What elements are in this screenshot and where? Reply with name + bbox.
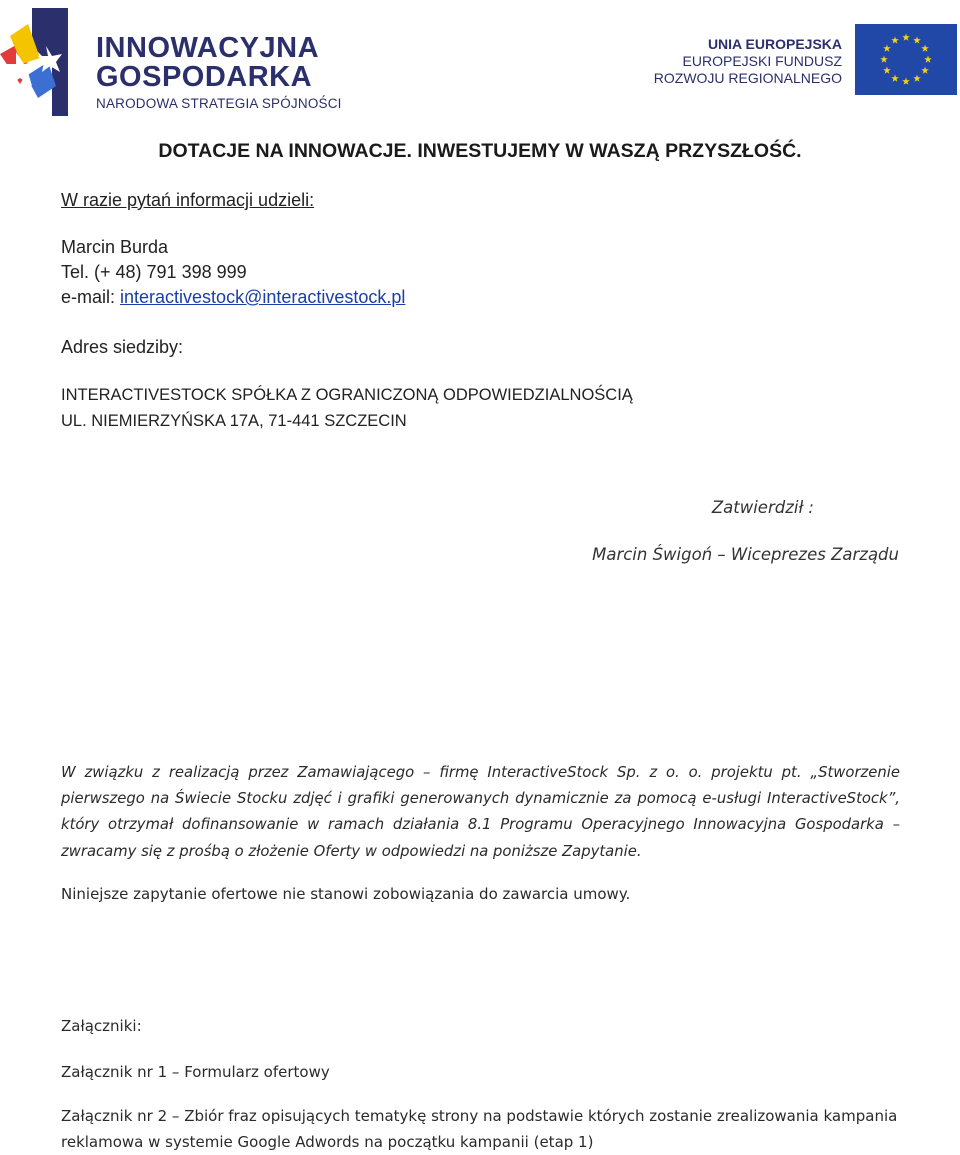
page-headline: DOTACJE NA INNOWACJE. INWESTUJEMY W WASZĄ PRZYSZŁOŚĆ.: [158, 140, 802, 162]
eu-logo-line3: ROZWOJU REGIONALNEGO: [653, 70, 842, 86]
attachment-1: Załącznik nr 1 – Formularz ofertowy: [61, 1063, 330, 1081]
contact-email-row: [61, 287, 405, 308]
eu-logo-text: [654, 36, 842, 87]
address-label: Adres siedziby:: [61, 337, 184, 357]
attachment-2-line2: reklamowa w systemie Google Adwords na początku kampanii (etap 1): [61, 1133, 594, 1151]
approval-label: Zatwierdził :: [711, 498, 814, 517]
email-link[interactable]: interactivestock@interactivestock.pl: [120, 287, 406, 307]
contact-phone: Tel. (+ 48) 791 398 999: [61, 262, 247, 282]
email-label: e-mail:: [61, 287, 121, 307]
company-name: INTERACTIVESTOCK SPÓŁKA Z OGRANICZONĄ ODPOWIEDZIALNOŚCIĄ: [61, 386, 633, 404]
attachments-label: Załączniki:: [61, 1017, 142, 1035]
paragraph-line: W związku z realizacją przez Zamawiającego – firmę InteractiveStock Sp. z o. o. projektu pt. „Stworzenie: [61, 764, 900, 781]
eu-logo-line2: EUROPEJSKI FUNDUSZ: [682, 53, 842, 69]
paragraph-line: pierwszego na Świecie Stocku zdjęć i grafiki generowanych dynamicznie za pomocą e-usługi InteractiveStock”,: [61, 790, 900, 808]
approval-signer: Marcin Świgoń – Wiceprezes Zarządu: [592, 545, 899, 564]
eu-logo-line1: UNIA EUROPEJSKA: [707, 36, 842, 52]
intro-paragraph: [61, 760, 900, 865]
company-street: UL. NIEMIERZYŃSKA 17A, 71-441 SZCZECIN: [61, 412, 407, 430]
contact-name: Marcin Burda: [61, 237, 169, 257]
attachment-2-line1: Załącznik nr 2 – Zbiór fraz opisujących tematykę strony na podstawie których zostanie zrealizowania kampania: [61, 1107, 898, 1125]
disclaimer: Niniejsze zapytanie ofertowe nie stanowi zobowiązania do zawarcia umowy.: [61, 885, 631, 903]
ig-logo-text: [96, 34, 342, 111]
eu-flag-icon: [855, 24, 957, 95]
paragraph-line: który otrzymał dofinansowanie w ramach działania 8.1 Programu Operacyjnego Innowacyjna Gospodarka –: [61, 816, 900, 834]
ig-logo-line3: NARODOWA STRATEGIA SPÓJNOŚCI: [96, 96, 342, 111]
ig-logo-line2: GOSPODARKA: [96, 61, 313, 93]
star-emblem-icon: [0, 6, 92, 118]
contact-intro: W razie pytań informacji udzieli:: [61, 190, 315, 210]
paragraph-line: zwracamy się z prośbą o złożenie Oferty w odpowiedzi na poniższe Zapytanie.: [61, 842, 642, 860]
innowacyjna-gospodarka-logo: [0, 4, 345, 116]
ig-logo-line1: INNOWACYJNA: [96, 32, 320, 64]
